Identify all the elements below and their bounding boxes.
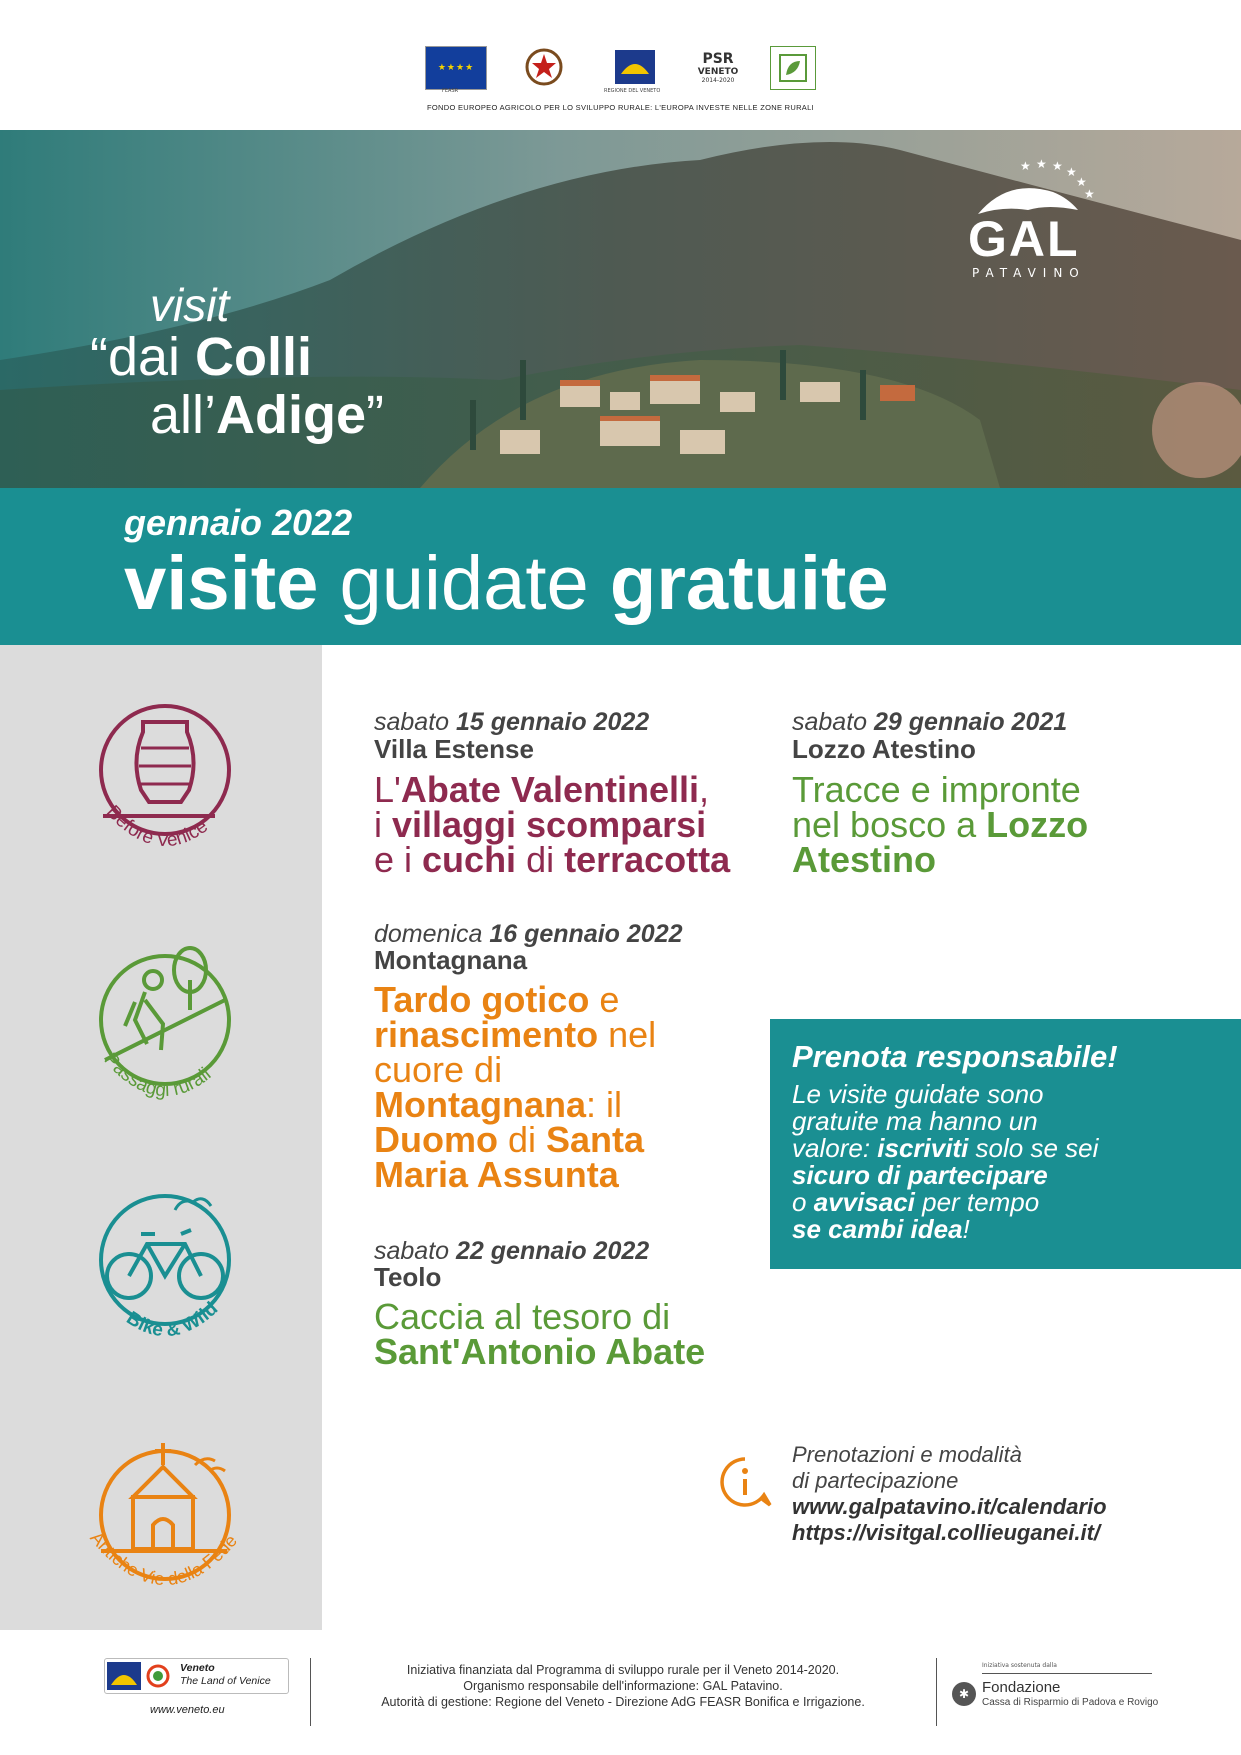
svg-text:★: ★	[1066, 165, 1077, 179]
event-3-place: Montagnana	[374, 945, 528, 975]
veneto-brand-text	[180, 1662, 271, 1688]
booking-line-3c: solo se sei	[968, 1133, 1099, 1163]
event-3-t4a: Montagnana	[374, 1084, 586, 1125]
category-before-venice	[75, 690, 255, 880]
hero-line-3-prefix: all’	[150, 385, 217, 445]
category-label-bike-wild: Bike & Wild	[122, 1298, 223, 1342]
event-3-t5b: di	[497, 1119, 547, 1160]
footer-credits	[318, 1662, 928, 1710]
band-title-c: gratuite	[609, 541, 889, 626]
booking-line-2: gratuite ma hanno un	[792, 1106, 1038, 1136]
hero-line-3-bold: Adige	[216, 385, 367, 445]
footer-credit-1: Iniziativa finanziata dal Programma di sviluppo rurale per il Veneto 2014-2020.	[406, 1663, 840, 1677]
hero-line-2	[90, 327, 384, 387]
booking-line-3a: valore:	[792, 1133, 878, 1163]
hiker-icon	[75, 940, 255, 1130]
event-4-place: Teolo	[374, 1262, 442, 1292]
leader-logo	[770, 46, 816, 90]
event-3-t1a: Tardo gotico	[374, 979, 590, 1020]
event-3-date-value: 16 gennaio 2022	[489, 920, 683, 948]
footer-divider-1	[310, 1658, 311, 1726]
booking-heading: Prenota responsabile!	[792, 1039, 1118, 1074]
event-3-t2a: rinascimento	[374, 1014, 599, 1055]
event-1-t1b: Abate Valentinelli	[400, 769, 699, 810]
booking-line-4: sicuro di partecipare	[792, 1160, 1048, 1190]
event-1-t1c: ,	[699, 769, 710, 810]
fondazione-rule	[982, 1673, 1152, 1674]
veneto-brand-tagline: The Land of Venice	[180, 1675, 271, 1687]
event-1-title	[374, 769, 774, 880]
category-label-passaggi-rurali: Passaggi rurali	[99, 1049, 216, 1102]
veneto-url[interactable]: www.veneto.eu	[150, 1704, 225, 1716]
event-4-title	[374, 1296, 794, 1372]
event-1-place: Villa Estense	[374, 734, 534, 764]
gal-patavino-logo	[958, 148, 1128, 280]
booking-line-5a: o	[792, 1187, 814, 1217]
event-1-t2a: i	[374, 804, 392, 845]
info-line-2: di partecipazione	[792, 1468, 959, 1493]
event-2-t1: Tracce e impronte	[792, 769, 1081, 810]
funding-statement: FONDO EUROPEO AGRICOLO PER LO SVILUPPO RURALE: L'EUROPA INVESTE NELLE ZONE RURALI	[427, 103, 814, 112]
event-1-t1a: L'	[374, 769, 401, 810]
booking-line-5c: per tempo	[914, 1187, 1040, 1217]
svg-text:★: ★	[1076, 175, 1087, 189]
event-3-day: domenica	[374, 920, 490, 948]
hero-title	[90, 279, 385, 445]
booking-line-1: Le visite guidate sono	[792, 1079, 1044, 1109]
event-4-day: sabato	[374, 1237, 457, 1265]
category-passaggi-rurali	[75, 940, 255, 1130]
event-4-t2: Sant'Antonio Abate	[374, 1331, 706, 1372]
band-title-b: guidate	[318, 541, 610, 626]
visitgal-link[interactable]: https://visitgal.collieuganei.it/	[792, 1520, 1101, 1545]
gal-logo-word: GAL	[968, 211, 1080, 267]
event-2-t2b: Lozzo	[986, 804, 1089, 845]
event-3-t2b: nel	[598, 1014, 657, 1055]
booking-notice-box	[770, 1019, 1241, 1269]
booking-text	[792, 1081, 1232, 1243]
calendar-link[interactable]: www.galpatavino.it/calendario	[792, 1494, 1107, 1519]
category-label-before-venice: Before Venice	[102, 801, 212, 852]
event-1-date-value: 15 gennaio 2022	[456, 708, 650, 736]
psr-years: 2014-2020	[701, 76, 735, 84]
event-3-t3: cuore di	[374, 1049, 503, 1090]
event-3-t4b: : il	[586, 1084, 622, 1125]
fondazione-subtitle: Cassa di Risparmio di Padova e Rovigo	[982, 1697, 1159, 1708]
footer-divider-2	[936, 1658, 937, 1726]
event-2-title	[792, 769, 1212, 880]
event-3-t1b: e	[589, 979, 620, 1020]
category-bike-wild	[75, 1180, 255, 1370]
event-2-date-value: 29 gennaio 2021	[874, 708, 1068, 736]
veneto-brand-name: Veneto	[180, 1662, 215, 1674]
amphora-icon	[75, 690, 255, 880]
event-3-title	[374, 979, 754, 1195]
eu-flag-logo: ★★★★	[425, 46, 487, 90]
hero-line-3-suffix: ”	[366, 385, 385, 445]
event-1-date	[374, 708, 649, 737]
event-4-t1: Caccia al tesoro di	[374, 1296, 671, 1337]
event-1-t3c: di	[516, 839, 565, 880]
event-2-place: Lozzo Atestino	[792, 734, 976, 764]
event-1-t3d: terracotta	[564, 839, 731, 880]
category-label-antiche-vie: Antiche Vie della Fede	[86, 1527, 242, 1590]
event-3-t5c: Santa	[546, 1119, 645, 1160]
psr-veneto-logo	[696, 46, 740, 88]
event-3-t6: Maria Assunta	[374, 1154, 619, 1195]
event-1-t3b: cuchi	[422, 839, 517, 880]
hero-visit: visit	[150, 279, 230, 331]
event-1-t2b: villaggi scomparsi	[392, 804, 707, 845]
booking-line-3b: iscriviti	[877, 1133, 969, 1163]
event-2-t3: Atestino	[792, 839, 936, 880]
hero-line-2-prefix: “dai	[90, 327, 196, 387]
gal-logo-sub: PATAVINO	[972, 266, 1086, 280]
event-4-date-value: 22 gennaio 2022	[456, 1237, 650, 1265]
booking-info	[792, 1442, 1107, 1546]
funding-logos-strip	[0, 0, 1241, 130]
footer	[0, 1630, 1241, 1755]
event-2-date	[792, 708, 1067, 737]
event-1-t3a: e i	[374, 839, 423, 880]
svg-text:★: ★	[1036, 157, 1047, 171]
svg-text:★: ★	[1020, 159, 1031, 173]
event-2-t2a: nel bosco a	[792, 804, 987, 845]
category-antiche-vie	[75, 1435, 255, 1625]
category-sidebar	[0, 645, 322, 1630]
hero-line-3	[90, 385, 385, 445]
band-title-a: visite	[124, 541, 319, 626]
svg-text:★: ★	[1052, 159, 1063, 173]
booking-line-6a: se cambi idea	[792, 1214, 963, 1244]
booking-line-5b: avvisaci	[813, 1187, 915, 1217]
event-3-t5a: Duomo	[374, 1119, 498, 1160]
title-band	[0, 488, 1241, 645]
veneto-land-of-venice-logo	[104, 1658, 289, 1694]
eu-caption: FEASR	[442, 88, 459, 94]
hero-landscape-image	[0, 130, 1241, 488]
veneto-caption: REGIONE DEL VENETO	[604, 88, 661, 94]
band-title	[124, 540, 889, 627]
event-1-day: sabato	[374, 708, 457, 736]
event-2-day: sabato	[792, 708, 875, 736]
church-icon	[75, 1435, 255, 1625]
psr-sub: VENETO	[697, 66, 739, 77]
info-icon	[718, 1455, 772, 1509]
italian-republic-emblem	[522, 46, 566, 88]
info-line-1: Prenotazioni e modalità	[792, 1442, 1022, 1467]
bicycle-icon	[75, 1180, 255, 1370]
hero-line-2-bold: Colli	[195, 327, 313, 387]
booking-line-6b: !	[962, 1214, 970, 1244]
band-month: gennaio 2022	[124, 502, 353, 543]
fondazione-name: Fondazione	[982, 1679, 1061, 1696]
fondazione-support-caption: Iniziativa sostenuta dalla	[982, 1662, 1057, 1669]
footer-credit-3: Autorità di gestione: Regione del Veneto - Direzione AdG FEASR Bonifica e Irrigazione.	[381, 1695, 865, 1709]
svg-text:★: ★	[1084, 187, 1095, 201]
fondazione-logo-icon: ✱	[952, 1682, 976, 1706]
veneto-region-logo	[612, 46, 658, 88]
psr-label: PSR	[702, 50, 734, 67]
footer-credit-2: Organismo responsabile dell'informazione: GAL Patavino.	[463, 1679, 783, 1693]
